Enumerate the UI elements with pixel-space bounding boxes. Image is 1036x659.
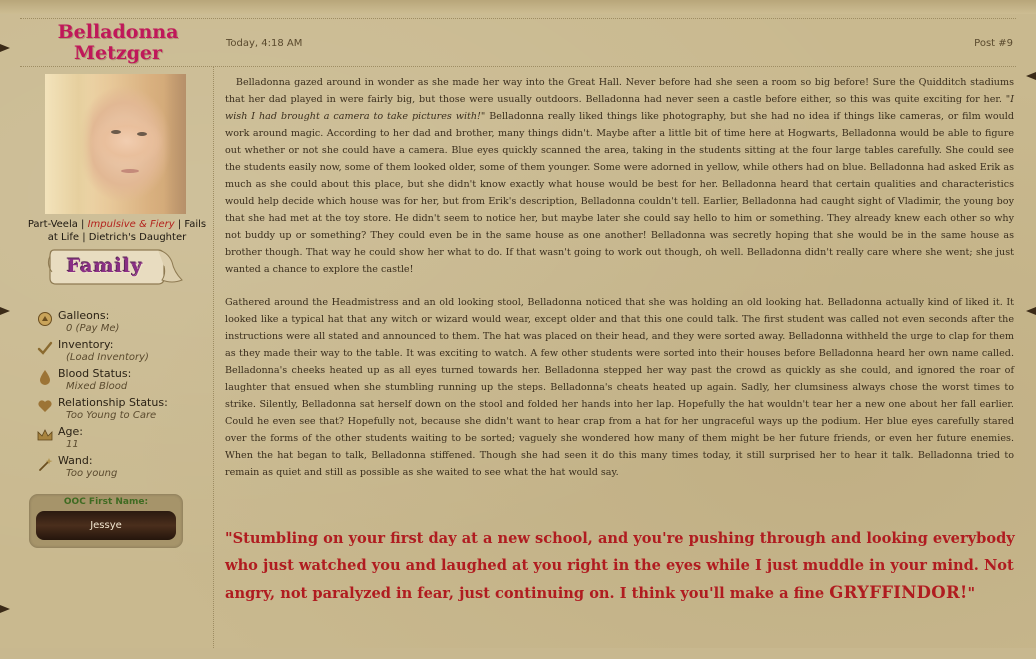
profile-fields [36,308,216,482]
border-notch-icon [1026,307,1036,315]
profile-row-wand [36,453,216,482]
profile-row-inventory [36,337,216,366]
galleons-value: 0 (Pay Me) [66,323,120,334]
subtitle-part2: | Fails at Life | Dietrich's Daughter [47,219,207,243]
post-body [225,74,1014,497]
subtitle-highlight: Impulsive & Fiery [87,219,175,230]
inventory-label: Inventory: [58,338,114,351]
author-name-last: Metzger [73,42,163,64]
family-label: Family [66,255,144,277]
paragraph1-italic-thought: "I wish I had brought a camera to take pictures with!" [225,94,1014,122]
post-date: Today, 4:18 AM [226,38,303,49]
blood-status-label: Blood Status: [58,367,132,380]
top-border [0,0,1036,14]
avatar-hair [45,74,93,214]
member-subtitle [22,218,212,244]
profile-row-age [36,424,216,453]
wand-icon [36,455,54,473]
post-number-link[interactable]: Post #9 [974,38,1013,49]
age-label: Age: [58,425,83,438]
sorting-hat-quote [225,525,1015,607]
avatar-eye [137,132,147,136]
profile-row-relationship [36,395,216,424]
family-scroll-button[interactable] [46,244,186,288]
border-notch-icon [1026,72,1036,80]
avatar-mouth [121,169,139,173]
blood-drop-icon [36,368,54,386]
blood-status-value: Mixed Blood [66,381,128,392]
checkmark-icon [36,339,54,357]
border-notch-icon [0,605,10,613]
avatar-shade [164,74,186,214]
quote-end: " [967,585,976,602]
galleon-icon [36,310,54,328]
post-paragraph [225,74,1014,278]
wand-value: Too young [66,468,118,479]
avatar-eye [111,130,121,134]
post-paragraph: Gathered around the Headmistress and an old looking stool, Belladonna noticed that she was holding an old looking hat. Belladonna actually kind of liked it. It looked like a typical hat that any witch or wizard would wear, except older and that this one could talk. The first student was called not even seconds after the instructions were all stated and announced to them. The hat was placed on their head, and they were sorted away. Belladonna withheld the urge to clap for them as they made their way to the table. It was exciting to watch. A few other students were sorted into their houses before Belladonna heard her own name called. Belladonna's cheeks heated up as all eyes turned towards her. Belladonna stepped her way past the crowd as quickly as she could, and ignored the roar of laughter that ensued when she stumbling running up the steps. Belladonna's cheats heated up again. Sadly, her clumsiness always chose the worst times to strike. Silently, Belladonna sat herself down on the stool and folded her hands into her lap. Hopefully the hat wouldn't tear her a new one about her fall earlier. Could he even see that? Hopefully not, because she didn't want to hear crap from a hat for her ungraceful ways up the podium. Her blue eyes carefully stared over the forms of the other students waiting to be sorted; vaguely she wondered how many of them might be her future friends, or even her future enemies. When the hat began to talk, Belladonna stiffened. Though she had seen it do this many times today, it still surprised her to hear it talk. Belladonna tried to remain as quiet and still as possible as she waited to see what the hat would say. [225,297,1014,478]
quote-main-text: "Stumbling on your first day at a new school, and you're pushing through and looking everybody who just watched you and laughed at you right in the eyes while I just muddle in your mind. Not angry, not paralyzed in fear, just continuing on. I think you'll make a fine [225,530,1015,602]
ooc-first-name-value: Jessye [36,511,176,540]
header-divider [20,66,1016,67]
author-name-first: Belladonna [57,21,179,43]
wand-label: Wand: [58,454,93,467]
subtitle-part1: Part-Veela | [27,219,88,230]
load-inventory-link[interactable]: (Load Inventory) [66,352,149,363]
author-name[interactable] [20,22,216,64]
age-value: 11 [66,439,79,450]
relationship-status-label: Relationship Status: [58,396,168,409]
ooc-first-name-box [29,494,183,548]
border-notch-icon [0,307,10,315]
heart-icon [36,397,54,415]
paragraph1-text-b: Belladonna really liked things like photography, but she had no idea if things like cameras, or film would work around magic. According to her dad and brother, many things didn't. Maybe after a little bit of time here at Hogwarts, Belladonna would be able to figure out whether or not she could have a camera. Blue eyes quickly scanned the area, taking in the students sitting at the four large tables carefully. She could see the students easily now, some of them looked older, some of them younger. Some were adorned in yellow, while others had on blue. Belladonna had asked Erik as much as she could about this place, but she didn't know exactly what house would be best for her. Belladonna heard that certain qualities and characteristics would help decide which house was for her, but from Erik's description, Belladonna couldn't tell. Earlier, Belladonna had caught sight of Vladimir, the young boy that she had met at the toy store. He didn't seem to notice her, but maybe later she could say hello to him or something. They already knew each other so why not buddy up or something? They could even be in the same house as one another! Belladonna was secretly hoping that she would be in the same house as brother though. That way he could show her what to do. If that wasn't going to work out though, oh well. Belladonna didn't really care where she went; she just wanted a chance to explore the castle! [225,111,1014,275]
paragraph1-text-a: Belladonna gazed around in wonder as she made her way into the Great Hall. Never before had she seen a room so big before! Sure the Quidditch stadiums that her dad played in were fairly big, but those were usually outdoors. Belladonna had never seen a castle before either, so this was quite exciting for her. [225,77,1014,105]
profile-row-blood-status [36,366,216,395]
avatar [45,74,186,214]
quote-house-name: GRYFFINDOR! [829,583,968,602]
border-notch-icon [0,44,10,52]
galleons-label: Galleons: [58,309,110,322]
ooc-first-name-label: OOC First Name: [63,497,149,507]
crown-icon [36,426,54,444]
relationship-status-value: Too Young to Care [66,410,157,421]
profile-row-galleons [36,308,216,337]
